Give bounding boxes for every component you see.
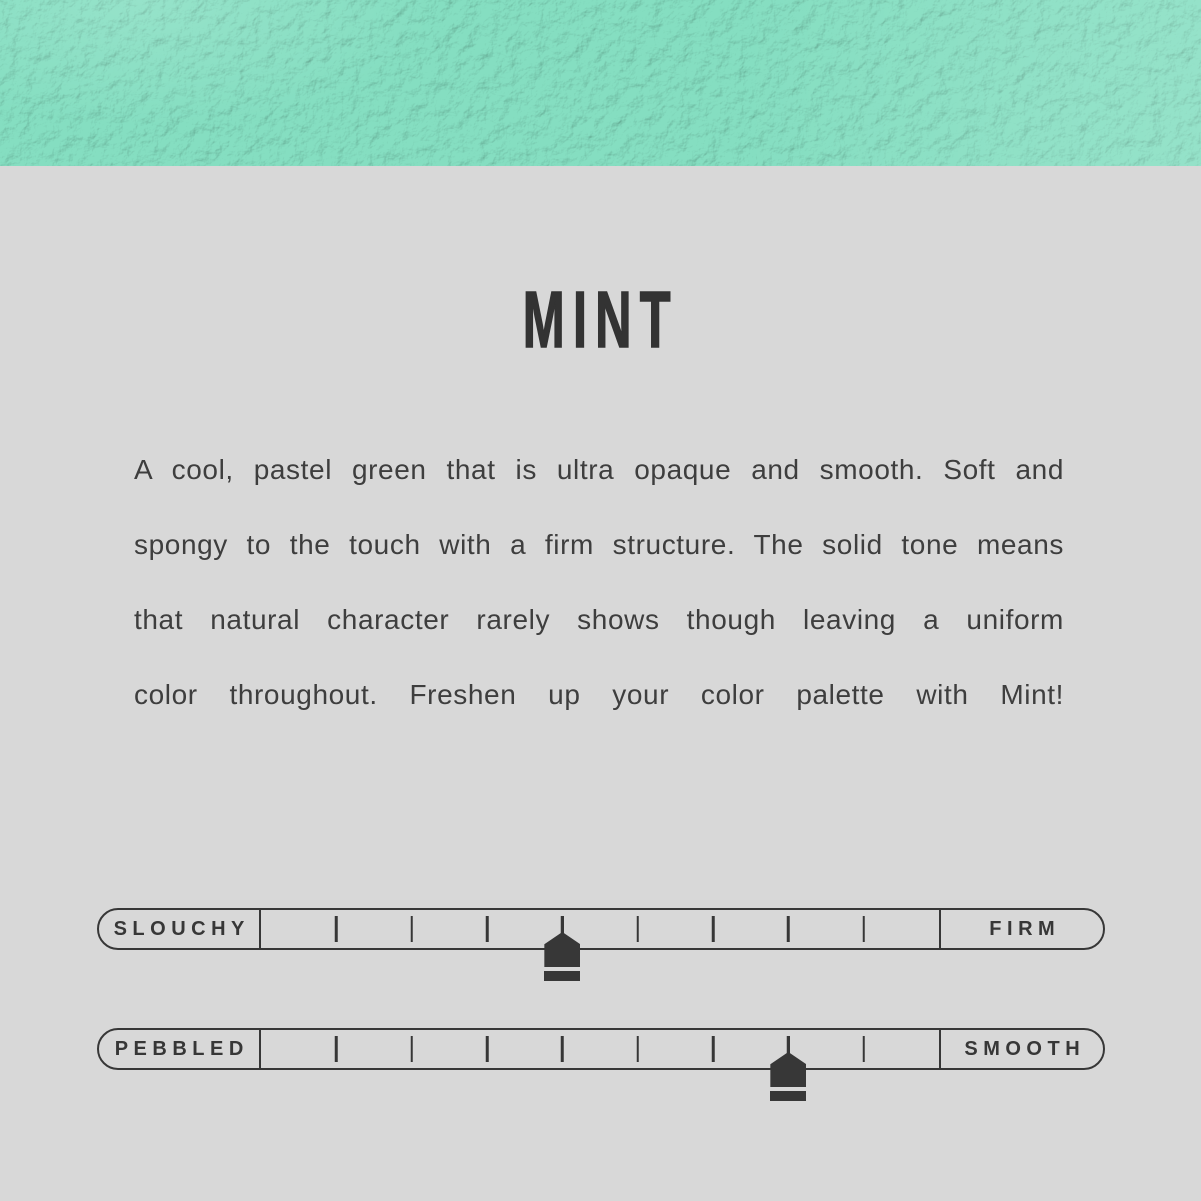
- structure-scale-right-label: FIRM: [989, 917, 1061, 940]
- scale-tick: [787, 916, 790, 942]
- marker-bar: [770, 1091, 806, 1101]
- marker-stem: [787, 1036, 790, 1054]
- structure-scale-right-section: [941, 910, 1103, 948]
- structure-scale: [97, 908, 1105, 950]
- texture-scale-left-section: [99, 1030, 259, 1068]
- scale-tick: [712, 916, 715, 942]
- structure-scale-capsule: [97, 908, 1105, 950]
- description-line: color throughout. Freshen up your color palette with Mint!: [134, 679, 1064, 710]
- scale-tick: [486, 1036, 489, 1062]
- texture-scale-left-label: PEBBLED: [114, 1037, 249, 1060]
- description-line: spongy to the touch with a firm structure. The solid tone means: [134, 529, 1064, 560]
- scale-tick: [486, 916, 489, 942]
- structure-scale-left-section: [99, 910, 259, 948]
- texture-scale-marker[interactable]: [770, 1036, 806, 1101]
- structure-scale-left-label: SLOUCHY: [113, 917, 250, 940]
- scale-tick: [335, 1036, 338, 1062]
- structure-scale-track: [259, 910, 941, 948]
- title-row: [0, 275, 1201, 364]
- color-description: [134, 432, 1064, 732]
- description-line: that natural character rarely shows though leaving a uniform: [134, 604, 1064, 635]
- structure-scale-marker[interactable]: [544, 916, 580, 981]
- color-title: MINT: [522, 275, 679, 364]
- marker-stem: [561, 916, 564, 934]
- scale-tick: [410, 1036, 413, 1062]
- scale-tick: [862, 916, 865, 942]
- scale-tick: [410, 916, 413, 942]
- marker-pin-icon: [770, 1052, 806, 1087]
- texture-scale: [97, 1028, 1105, 1070]
- scale-tick: [712, 1036, 715, 1062]
- scale-tick: [636, 916, 639, 942]
- scale-tick: [636, 1036, 639, 1062]
- leather-texture-image: [0, 0, 1201, 166]
- texture-scale-right-section: [941, 1030, 1103, 1068]
- marker-pin-icon: [544, 932, 580, 967]
- texture-scale-right-label: SMOOTH: [964, 1037, 1086, 1060]
- texture-scale-capsule: [97, 1028, 1105, 1070]
- scale-tick: [335, 916, 338, 942]
- marker-bar: [544, 971, 580, 981]
- description-line: A cool, pastel green that is ultra opaque and smooth. Soft and: [134, 454, 1064, 485]
- scale-tick: [561, 1036, 564, 1062]
- leather-swatch: [0, 0, 1201, 166]
- scale-tick: [862, 1036, 865, 1062]
- texture-scale-track: [259, 1030, 941, 1068]
